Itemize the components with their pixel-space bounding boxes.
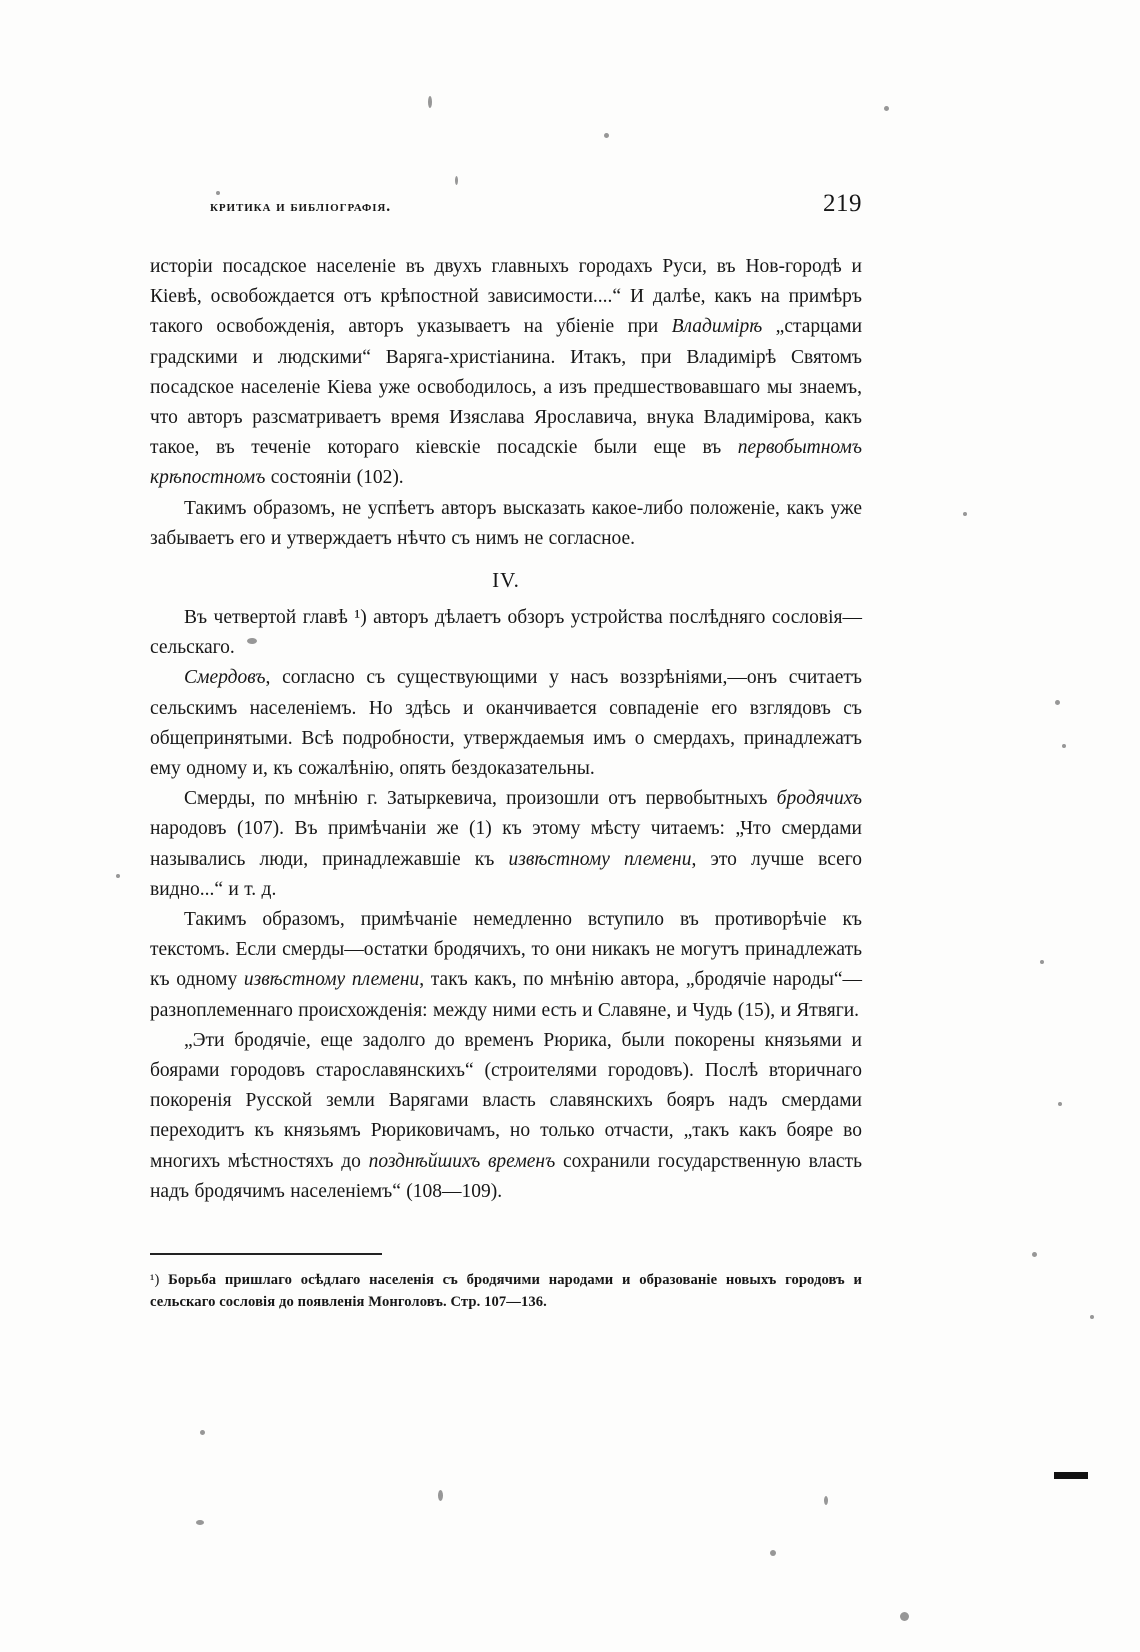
text-run: ) авторъ дѣлаетъ обзоръ устройства послѣдняго сословія—сельскаго. bbox=[150, 607, 862, 659]
scan-speck bbox=[200, 1430, 205, 1435]
text-run: исторіи посадское населеніе въ двухъ главныхъ городахъ Руси, въ Нов-городѣ и Кіевѣ, освобождается отъ крѣпостной зависимости....“ И далѣе, какъ на примѣръ такого освобожденія, авторъ указываетъ на убіеніе при bbox=[150, 256, 862, 338]
paragraph bbox=[150, 603, 862, 663]
text-run: „старцами градскими и людскими“ Варяга-христіанина. Итакъ, при Владимірѣ Святомъ посадское населеніе Кіева уже освободилось, а изъ предшествовавшаго мы знаемъ, что авторъ разсматриваетъ время Изяслава Ярославича, внука Владимірова, какъ такое, въ теченіе котораго кіевскіе посадскіе были еще въ bbox=[150, 316, 862, 459]
scan-speck bbox=[116, 874, 120, 878]
italic-phrase: бродячихъ bbox=[776, 788, 862, 810]
scan-speck bbox=[884, 106, 889, 111]
text-run: „Эти бродячіе, еще задолго до временъ Рюрика, были покорены князьями и боярами городовъ старославянскихъ“ (строителями городовъ). Послѣ вторичнаго покоренія Русской земли Варягами власть славянскихъ бояръ надъ смердами переходитъ къ князьямъ Рюриковичамъ, но только отчасти, „такъ какъ бояре во многихъ мѣстностяхъ до bbox=[150, 1029, 862, 1172]
scan-speck bbox=[1055, 700, 1060, 705]
text-run: состояніи (102). bbox=[265, 467, 404, 489]
body-text-bottom bbox=[150, 603, 862, 1207]
paragraph bbox=[150, 905, 862, 1026]
footnote-text: Борьба пришлаго осѣдлаго населенія съ бродячими народами и образованіе новыхъ городовъ и сельскаго сословія до появленія Монголовъ. Стр. 107—136. bbox=[150, 1272, 863, 1311]
text-run: , согласно съ существующими у насъ воззрѣніями,—онъ считаетъ сельскимъ населеніемъ. Но здѣсь и оканчивается совпаденіе его взглядовъ съ общепринятыми. Всѣ подробности, утверждаемыя имъ о смердахъ, принадлежатъ ему одному и, къ сожалѣнію, опять бездоказательны. bbox=[150, 667, 862, 780]
paragraph bbox=[150, 1026, 862, 1207]
page-content bbox=[150, 190, 862, 1313]
text-run: народовъ (107). Въ примѣчаніи же (1) къ этому мѣсту читаемъ: „Что смердами назывались люди, принадлежавшіе къ bbox=[150, 818, 862, 870]
scan-speck bbox=[428, 96, 432, 108]
section-number: IV. bbox=[492, 568, 520, 593]
text-run: , это лучше всего видно...“ и т. д. bbox=[150, 848, 863, 900]
footnote-marker: ¹) bbox=[150, 1272, 160, 1289]
italic-phrase: позднѣйшихъ временъ bbox=[368, 1150, 556, 1172]
text-run: , такъ какъ, по мнѣнію автора, „бродячіе народы“—разноплеменнаго происхожденія: между ними есть и Славяне, и Чудь (15), и Ятвяги. bbox=[150, 969, 863, 1021]
text-run: Такимъ образомъ, примѣчаніе немедленно вступило въ противорѣчіе къ текстомъ. Если смерды—остатки бродячихъ, то они никакъ не могутъ принадлежать къ одному bbox=[150, 909, 862, 991]
italic-phrase: извѣстному племени bbox=[243, 969, 420, 991]
scan-speck bbox=[963, 512, 967, 516]
page-number: 219 bbox=[823, 190, 862, 217]
paragraph bbox=[150, 494, 862, 554]
italic-phrase: Владимірѣ bbox=[671, 316, 763, 338]
scan-speck bbox=[1090, 1315, 1094, 1319]
scan-speck bbox=[438, 1490, 443, 1501]
paragraph bbox=[150, 784, 862, 905]
text-run: Такимъ образомъ, не успѣетъ авторъ высказать какое-либо положеніе, какъ уже забываетъ его и утверждаетъ нѣчто съ нимъ не согласное. bbox=[150, 497, 862, 549]
footnote bbox=[150, 1269, 862, 1313]
scan-speck bbox=[455, 176, 458, 185]
footnote-rule bbox=[150, 1253, 382, 1255]
scan-speck bbox=[1032, 1252, 1037, 1257]
scan-speck bbox=[1040, 960, 1044, 964]
text-run: ¹ bbox=[354, 607, 361, 629]
scan-speck bbox=[900, 1612, 909, 1621]
scan-speck bbox=[196, 1520, 204, 1525]
scan-speck bbox=[604, 133, 609, 138]
paragraph bbox=[150, 663, 862, 784]
italic-phrase: Смердовъ bbox=[184, 667, 266, 689]
italic-phrase: первобытномъ крѣпостномъ bbox=[150, 437, 862, 489]
text-run: Въ четвертой главѣ bbox=[184, 607, 355, 629]
running-head-title: критика и библіографія. bbox=[210, 198, 392, 215]
scan-speck bbox=[770, 1550, 776, 1556]
page-edge-mark bbox=[1054, 1472, 1088, 1479]
scan-speck bbox=[1062, 744, 1066, 748]
text-run: сохранили государственную власть надъ бродячимъ населеніемъ“ (108—109). bbox=[150, 1150, 862, 1202]
paragraph bbox=[150, 252, 862, 494]
body-text-top bbox=[150, 252, 862, 554]
scan-speck bbox=[824, 1496, 828, 1505]
scan-speck bbox=[1058, 1102, 1062, 1106]
text-run: Смерды, по мнѣнію г. Затыркевича, произошли отъ первобытныхъ bbox=[184, 788, 777, 810]
italic-phrase: извѣстному племени bbox=[508, 848, 692, 870]
running-head bbox=[150, 190, 862, 218]
